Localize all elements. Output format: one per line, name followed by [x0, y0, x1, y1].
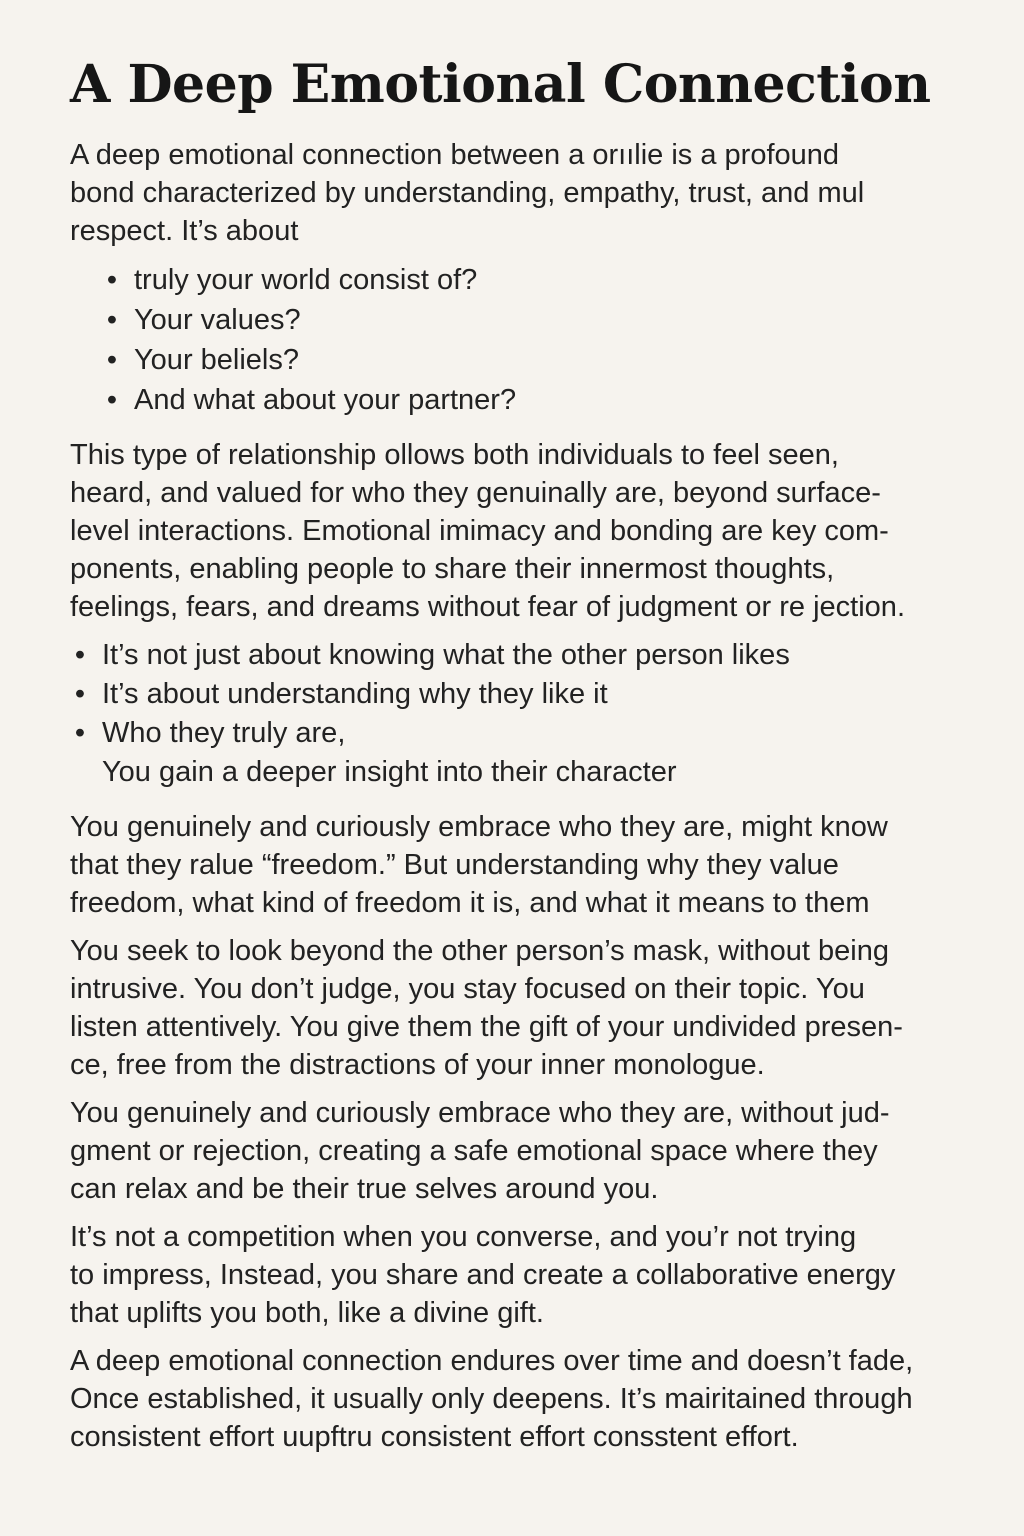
understanding-list [70, 636, 970, 792]
freedom-paragraph [70, 808, 970, 922]
text-line: intrusive. You don’t judge, you stay focused on their topic. You [70, 973, 865, 1005]
text-line: consistent effort uupftru consistent effort consstent effort. [70, 1421, 799, 1453]
list-item-text: And what about your partner? [134, 384, 517, 416]
bullet-icon: • [106, 344, 118, 376]
relationship-paragraph [70, 436, 970, 626]
list-item [102, 380, 970, 420]
intro-paragraph [70, 136, 970, 250]
bullet-icon: • [74, 717, 86, 749]
list-item-text: It’s not just about knowing what the other person likes [102, 639, 790, 671]
list-item-text: Your beliels? [134, 344, 299, 376]
page-title: A Deep Emotional Connection [70, 54, 931, 115]
text-line: ce, free from the distractions of your inner monologue. [70, 1049, 765, 1081]
questions-list [70, 260, 970, 420]
text-line: level interactions. Emotional imimacy and bonding are key com- [70, 515, 889, 547]
text-line: that they ralue “freedom.” But understanding why they value [70, 849, 839, 881]
collaboration-paragraph [70, 1218, 970, 1332]
list-item-text: Your values? [134, 304, 301, 336]
text-line: to impress, Instead, you share and create a collaborative energy [70, 1259, 896, 1291]
text-line: can relax and be their true selves around you. [70, 1173, 659, 1205]
text-line: It’s not a competition when you converse, and you’r not trying [70, 1221, 857, 1253]
text-line: respect. It’s about [70, 215, 299, 247]
text-line: A deep emotional connection between a orıılie is a profound [70, 139, 840, 171]
text-line: bond characterized by understanding, empathy, trust, and mul [70, 177, 865, 209]
text-line: Once established, it usually only deepens. It’s mairitained through [70, 1383, 913, 1415]
text-line: freedom, what kind of freedom it is, and what it means to them [70, 887, 870, 919]
list-item [102, 340, 970, 380]
bullet-icon: • [106, 304, 118, 336]
bullet-icon: • [74, 678, 86, 710]
list-item [70, 675, 970, 714]
article [70, 52, 970, 1466]
text-line: You genuinely and curiously embrace who they are, might know [70, 811, 888, 843]
list-item-continuation: You gain a deeper insight into their character [102, 756, 677, 788]
endurance-paragraph [70, 1342, 970, 1456]
text-line: that uplifts you both, like a divine gift. [70, 1297, 544, 1329]
text-line: A deep emotional connection endures over time and doesn’t fade, [70, 1345, 914, 1377]
text-line: listen attentively. You give them the gift of your undivided presen- [70, 1011, 903, 1043]
list-item-text: Who they truly are, [102, 717, 346, 749]
mask-paragraph [70, 932, 970, 1084]
list-item [102, 260, 970, 300]
bullet-icon: • [74, 639, 86, 671]
bullet-icon: • [106, 384, 118, 416]
list-item-text: truly your world consist of? [134, 264, 478, 296]
text-line: You seek to look beyond the other person’s mask, without being [70, 935, 889, 967]
list-item [70, 714, 970, 792]
text-line: feelings, fears, and dreams without fear of judgment or re jection. [70, 591, 905, 623]
text-line: gment or rejection, creating a safe emotional space where they [70, 1135, 878, 1167]
text-line: You genuinely and curiously embrace who they are, without jud- [70, 1097, 890, 1129]
safe-space-paragraph [70, 1094, 970, 1208]
list-item-text: It’s about understanding why they like it [102, 678, 608, 710]
text-line: heard, and valued for who they genuinally are, beyond surface- [70, 477, 881, 509]
list-item [102, 300, 970, 340]
bullet-icon: • [106, 264, 118, 296]
list-item [70, 636, 970, 675]
text-line: This type of relationship ollows both individuals to feel seen, [70, 439, 839, 471]
text-line: ponents, enabling people to share their innermost thoughts, [70, 553, 835, 585]
